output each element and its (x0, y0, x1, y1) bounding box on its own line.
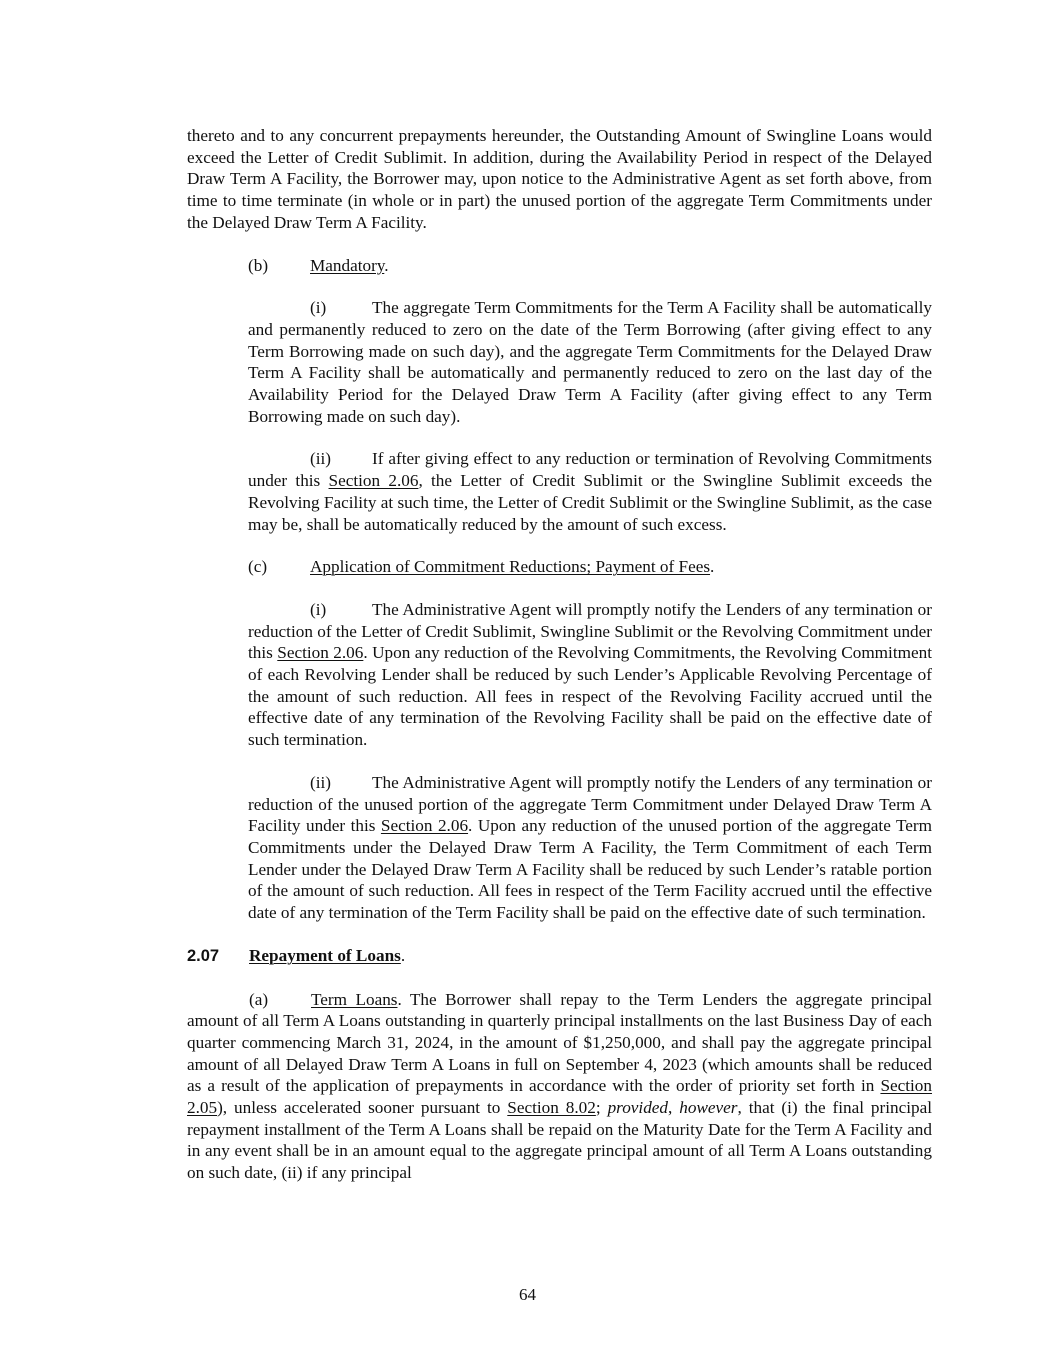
section-b (248, 255, 932, 924)
section-reference-link[interactable]: Section 2.06 (380, 816, 469, 836)
item-text: , the Letter of Credit Sublimit or the Swingline Sublimit exceeds the Revolving Facility at such time, the Letter of Credit Sublimit or the Swingline Sublimit, as the case may be, shall be automatically reduced by the amount of such excess. (248, 471, 932, 534)
page-number: 64 (519, 1285, 536, 1304)
para-text: , that (i) the final principal repayment installment of the Term A Loans shall be repaid on the Maturity Date for the Term A Facility and in any event shall be in an amount equal to the aggregate principal amount of all Term A Loans outstanding on such date, (ii) if any principal (187, 1098, 933, 1183)
punctuation: . (384, 255, 389, 275)
punctuation: . (400, 945, 406, 965)
para-text: , (668, 1098, 680, 1118)
para-title: Term Loans (311, 989, 398, 1009)
section-b-item-i (248, 297, 932, 427)
document-page (187, 125, 932, 1184)
para-text: . The Borrower shall repay to the Term Lenders the aggregate principal amount of all Term A Loans outstanding in quarterly principal installments on the last Business Day of each quarter commencing March 31, 2024, in the amount of $1,250,000, and shall pay the aggregate principal amount of all Delayed Draw Term A Loans in full on September 4, 2023 (which amounts shall be reduced as a result of the application of prepayments in accordance with the order of priority set forth in (187, 989, 932, 1096)
section-reference-link[interactable]: Section 2.06 (328, 471, 419, 491)
section-c-item-ii (248, 772, 932, 924)
item-label: (i) (310, 599, 327, 619)
section-c-item-i (248, 599, 932, 751)
section-b-heading (248, 255, 932, 277)
para-text: ), unless accelerated sooner pursuant to (217, 1098, 508, 1118)
section-b-label: (b) (248, 255, 269, 275)
item-label: (i) (310, 298, 327, 318)
section-c-title: Application of Commitment Reductions; Payment of Fees (310, 557, 711, 577)
item-text: . Upon any reduction of the Revolving Commitments, the Revolving Commitment of each Revolving Lender shall be reduced by such Lender’s Applicable Revolving Percentage of the amount of such reduction. All fees in respect of the Revolving Facility accrued until the effective date of any termination of the Revolving Facility shall be paid on the effective date of such termination. (248, 643, 932, 750)
italic-term: however (679, 1098, 738, 1118)
section-c-label: (c) (248, 557, 268, 577)
section-reference-link[interactable]: Section 8.02 (507, 1098, 596, 1118)
section-reference-link[interactable]: Section 2.05 (187, 1076, 932, 1118)
section-b-item-ii (248, 448, 932, 535)
section-b-title: Mandatory (310, 255, 385, 275)
section-c-heading (248, 556, 932, 578)
section-207-heading (187, 945, 932, 968)
intro-paragraph: thereto and to any concurrent prepayments hereunder, the Outstanding Amount of Swingline Loans would exceed the Letter of Credit Sublimit. In addition, during the Availability Period in respect of the Delayed Draw Term A Facility, the Borrower may, upon notice to the Administrative Agent as set forth above, from time to time terminate (in whole or in part) the unused portion of the aggregate Term Commitments under the Delayed Draw Term A Facility. (187, 126, 932, 232)
punctuation: . (710, 557, 715, 577)
item-label: (ii) (310, 772, 331, 792)
para-label: (a) (249, 989, 269, 1009)
item-text: The Administrative Agent will promptly notify the Lenders of any termination or reduction of the unused portion of the aggregate Term Commitment under Delayed Draw Term A Facility under this (248, 772, 932, 836)
para-text: ; (595, 1098, 608, 1118)
italic-term: provided (607, 1098, 669, 1118)
section-reference-link[interactable]: Section 2.06 (277, 643, 364, 663)
section-title: Repayment of Loans (249, 945, 401, 965)
item-text: If after giving effect to any reduction or termination of Revolving Commitments under this (248, 449, 932, 491)
item-text: The aggregate Term Commitments for the Term A Facility shall be automatically and permanently reduced to zero on the date of the Term Borrowing (after giving effect to any Term Borrowing made on such day), and the aggregate Term Commitments for the Delayed Draw Term A Facility shall be automatically and permanently reduced to zero on the last day of the Availability Period for the Delayed Draw Term A Facility (after giving effect to any Term Borrowing made on such day). (248, 298, 932, 426)
item-text: . Upon any reduction of the unused portion of the aggregate Term Commitments under the Delayed Draw Term A Facility, the Term Commitment of each Term Lender under the Delayed Draw Term A Facility shall be reduced by such Lender’s ratable portion of the amount of such reduction. All fees in respect of the Term Facility accrued until the effective date of any termination of the Term Facility shall be paid on the effective date of such termination. (248, 816, 933, 923)
section-207-para-a (187, 989, 932, 1184)
section-number: 2.07 (187, 946, 220, 965)
item-text: The Administrative Agent will promptly notify the Lenders of any termination or reduction of the Letter of Credit Sublimit, Swingline Sublimit or the Revolving Commitment under this (248, 599, 932, 663)
item-label: (ii) (310, 449, 331, 469)
